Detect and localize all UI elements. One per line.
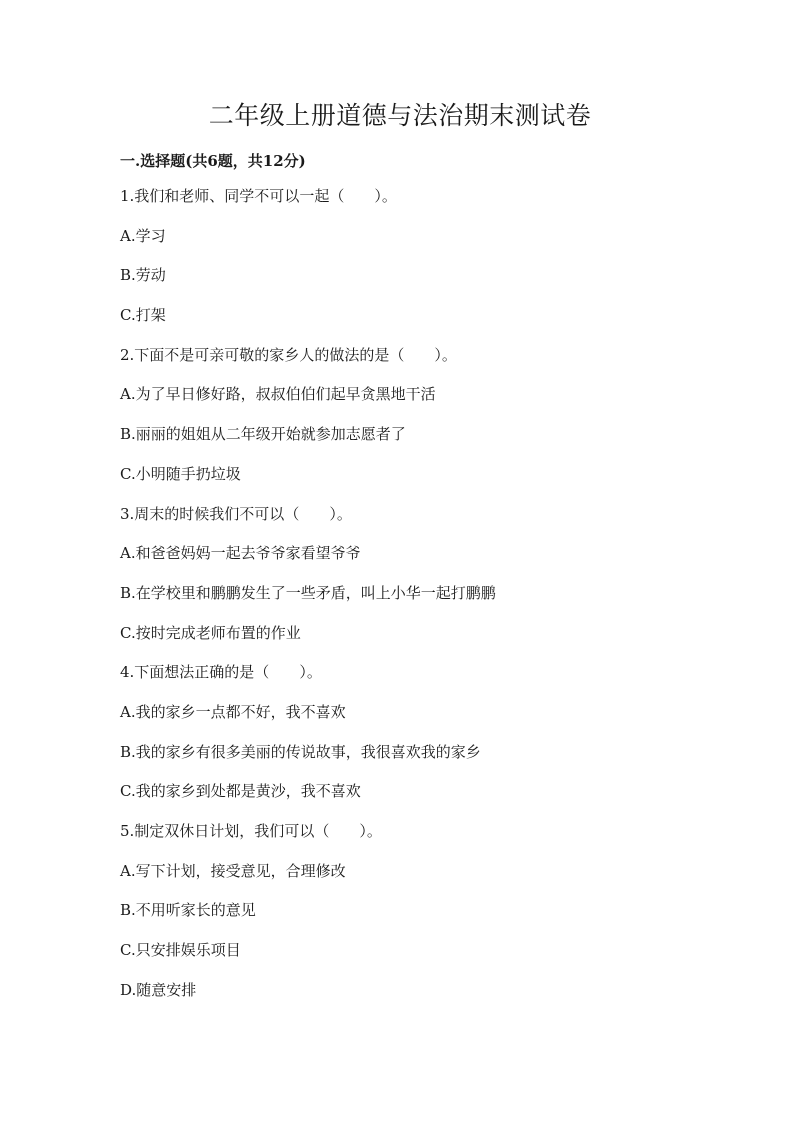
question-text: 4.下面想法正确的是（ ）。 — [120, 663, 322, 682]
answer-option: B.劳动 — [120, 266, 166, 285]
question-text: 1.我们和老师、同学不可以一起（ ）。 — [120, 187, 397, 205]
question-text: 2.下面不是可亲可敬的家乡人的做法的是（ ）。 — [120, 345, 457, 364]
question-text: 3.周末的时候我们不可以（ ）。 — [120, 504, 352, 523]
answer-option: A.和爸爸妈妈一起去爷爷家看望爷爷 — [120, 544, 361, 563]
answer-option: C.小明随手扔垃圾 — [120, 464, 241, 483]
section-header: 一.选择题(共6题，共12分) — [120, 152, 306, 170]
answer-option: B.在学校里和鹏鹏发生了一些矛盾，叫上小华一起打鹏鹏 — [120, 583, 496, 602]
answer-option: B.不用听家长的意见 — [120, 901, 256, 920]
answer-option: A.我的家乡一点都不好，我不喜欢 — [120, 702, 346, 721]
answer-option: A.写下计划，接受意见，合理修改 — [120, 861, 346, 880]
answer-option: A.学习 — [120, 226, 166, 245]
answer-option: C.打架 — [120, 306, 166, 325]
question-list — [120, 184, 760, 1017]
answer-option: A.为了早日修好路，叔叔伯伯们起早贪黑地干活 — [120, 385, 436, 404]
answer-option: B.我的家乡有很多美丽的传说故事，我很喜欢我的家乡 — [120, 742, 481, 761]
answer-option: D.随意安排 — [120, 980, 197, 999]
question-text: 5.制定双休日计划，我们可以（ ）。 — [120, 822, 382, 840]
answer-option: C.只安排娱乐项目 — [120, 941, 241, 960]
answer-option: C.我的家乡到处都是黄沙，我不喜欢 — [120, 782, 361, 801]
answer-option: B.丽丽的姐姐从二年级开始就参加志愿者了 — [120, 425, 406, 444]
answer-option: C.按时完成老师布置的作业 — [120, 623, 301, 642]
page-title: 二年级上册道德与法治期末测试卷 — [208, 101, 592, 130]
